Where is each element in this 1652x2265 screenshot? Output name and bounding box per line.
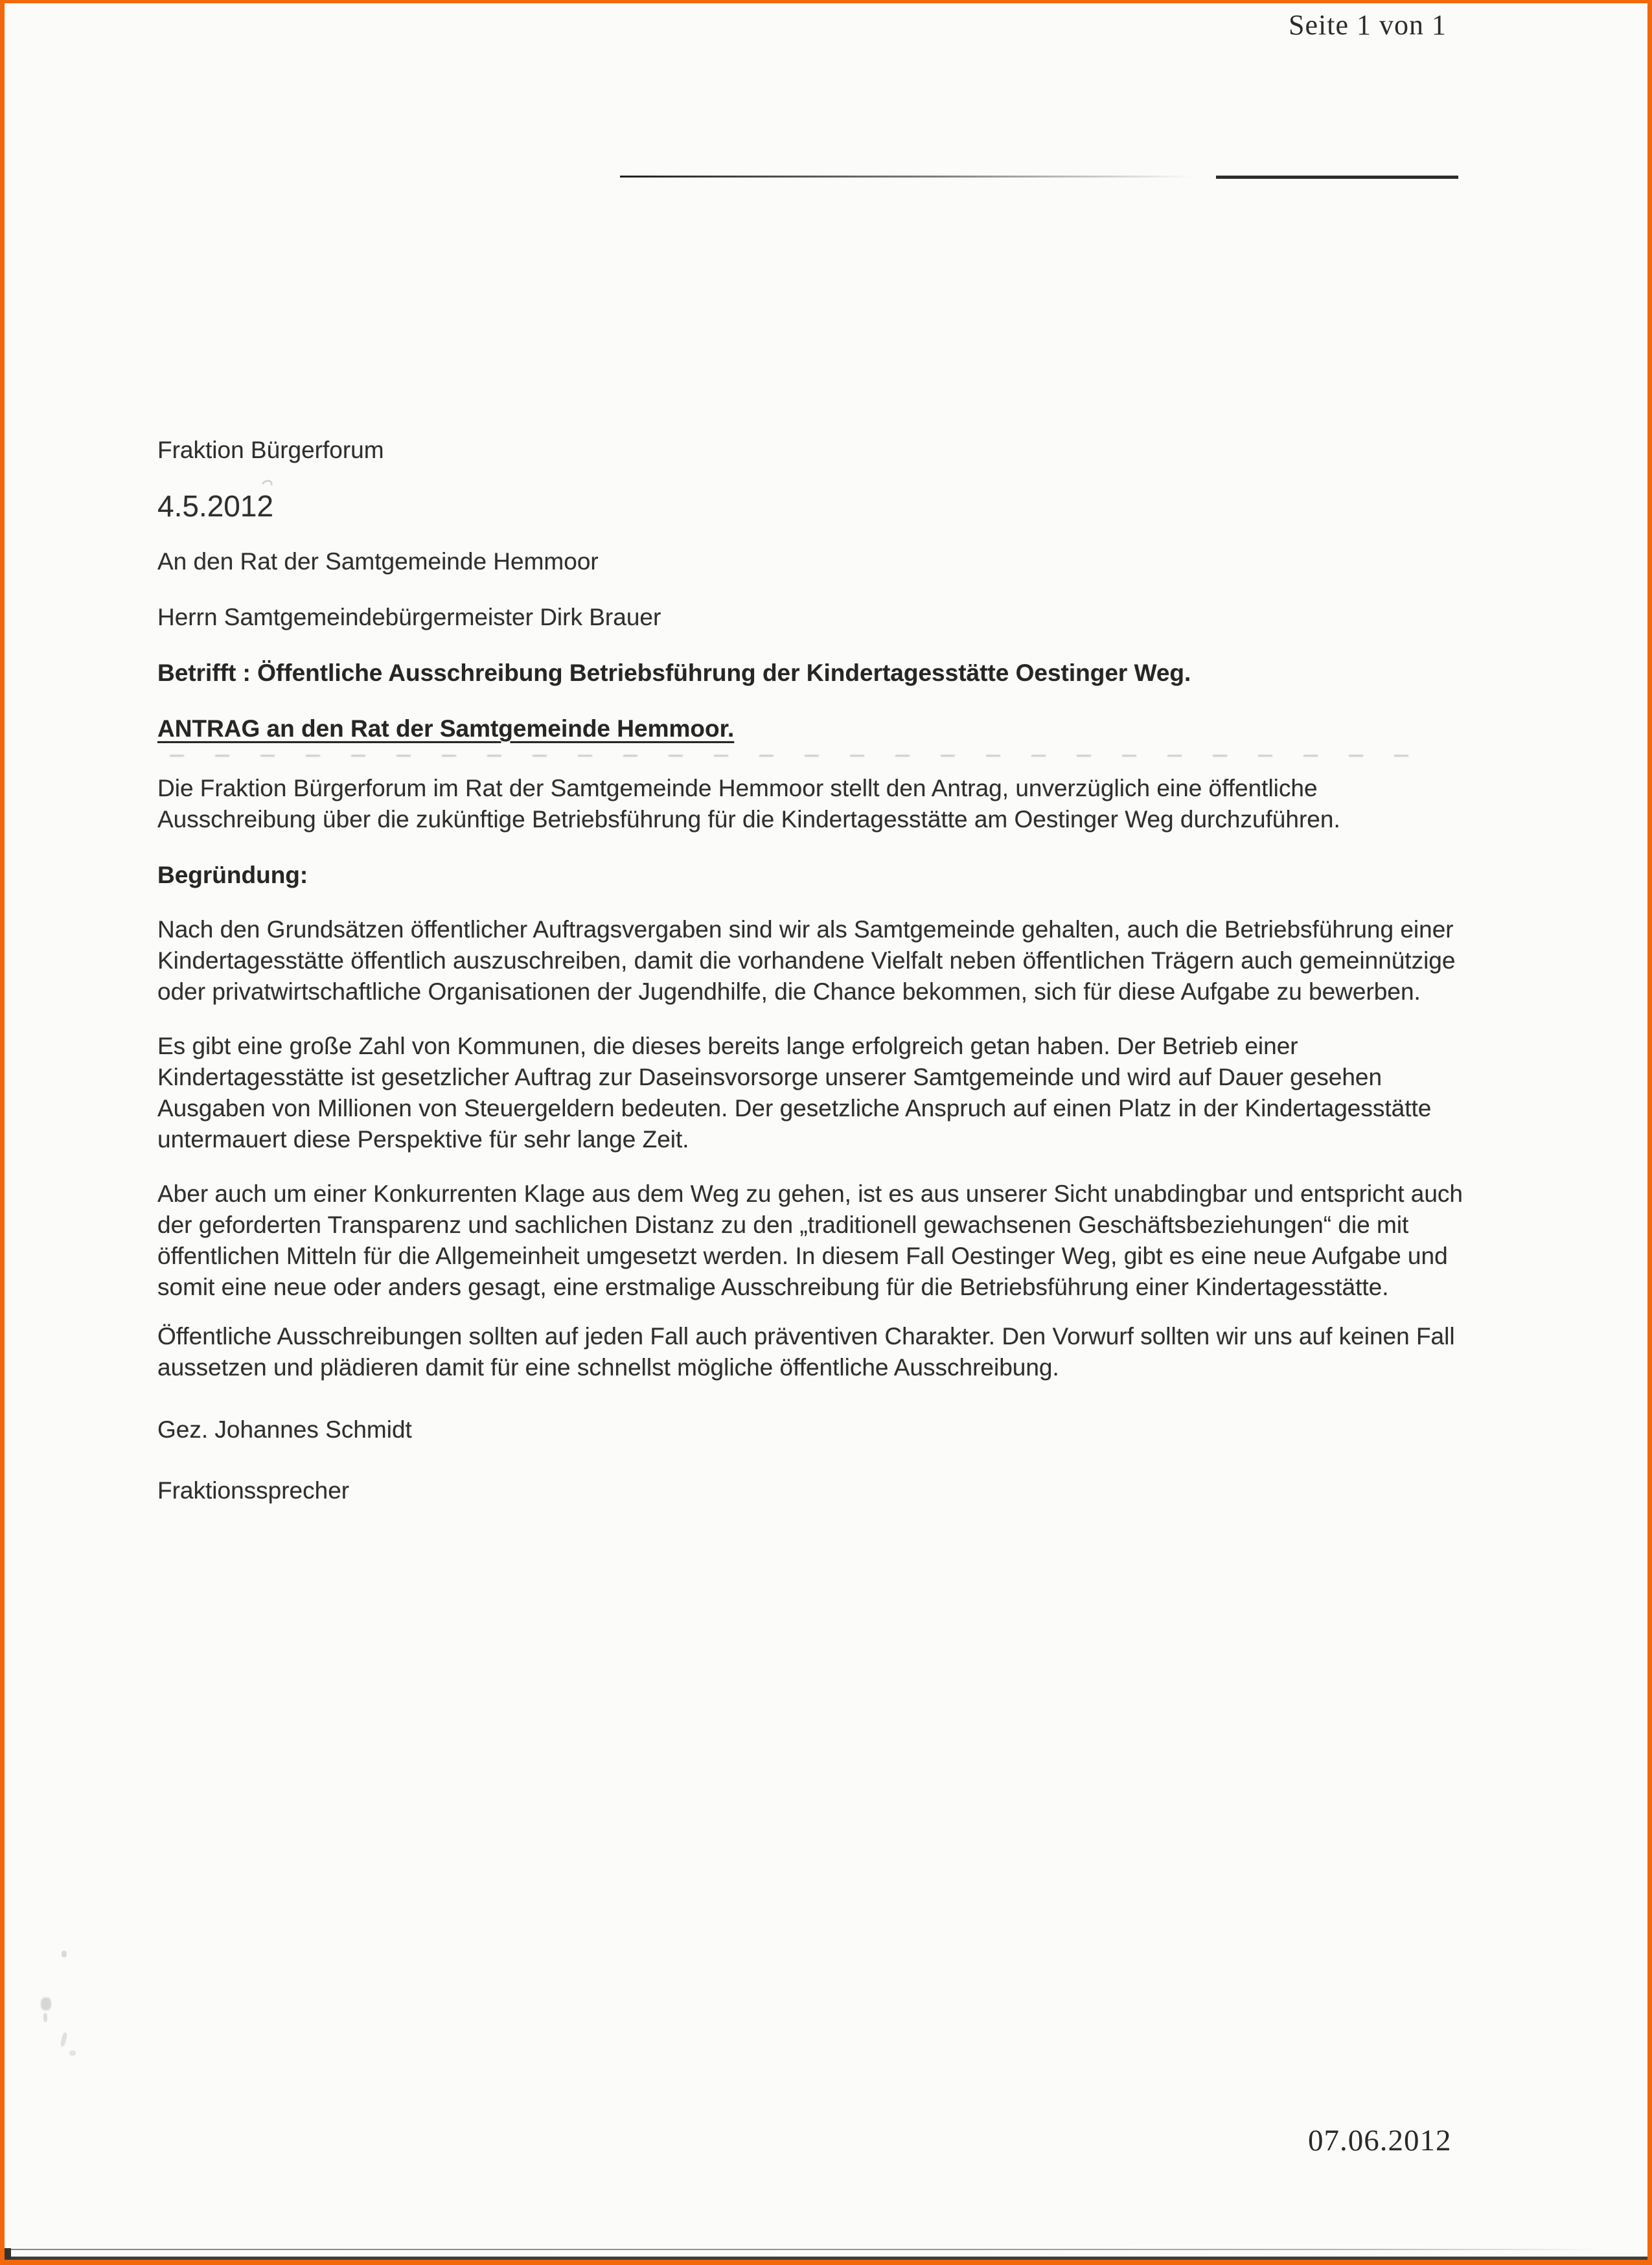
scan-artifact-speck [62,1951,67,1957]
print-header-rule-left [620,176,1193,178]
signature-role: Fraktionssprecher [157,1477,350,1504]
reasoning-paragraph-2: Es gibt eine große Zahl von Kommunen, die dieses bereits lange erfolgreich getan haben. Der Betrieb einer Kindertagesstätte ist gesetzlicher Auftrag zur Daseinsvorsorge unserer Samtgemeinde und wird auf Dauer gesehen Ausgaben von Millionen von Steuergeldern bedeuten. Der gesetzliche Anspruch auf einen Platz in der Kindertagesstätte untermauert diese Perspektive für sehr lange Zeit. [157,1033,1432,1153]
scanned-page [5,3,1647,2260]
scan-artifact-speck [41,1997,51,2010]
scan-edge-dark-strip [5,2257,1647,2260]
footer-date: 07.06.2012 [1308,2124,1452,2157]
reasoning-heading: Begründung: [157,862,308,888]
scan-edge-hairline [7,2249,1605,2250]
subject-line: Betrifft : Öffentliche Ausschreibung Betriebsführung der Kindertagesstätte Oestinger Weg. [157,660,1191,686]
letter-body [157,435,1473,1531]
reasoning-paragraph-3: Aber auch um einer Konkurrenten Klage aus dem Weg zu gehen, ist es aus unserer Sicht unabdingbar und entspricht auch der geforderten Transparenz und sachlichen Distanz zu den „traditionell gewachsenen Geschäftsbeziehungen“ die mit öffentlichen Mitteln für die Allgemeinheit umgesetzt werden. In diesem Fall Oestinger Weg, gibt es eine neue Aufgabe und somit eine neue oder anders gesagt, eine erstmalige Ausschreibung für die Betriebsführung einer Kindertagesstätte. [157,1180,1463,1300]
signature-line: Gez. Johannes Schmidt [157,1416,412,1443]
reasoning-paragraph-1: Nach den Grundsätzen öffentlicher Auftragsvergaben sind wir als Samtgemeinde gehalten, auch die Betriebsführung einer Kindertagesstätte öffentlich auszuschreiben, damit die vorhandene Vielfalt neben öffentlichen Trägern auch gemeinnützige oder privatwirtschaftliche Organisationen der Jugendhilfe, die Chance bekommen, sich für diese Aufgabe zu bewerben. [157,916,1456,1005]
scan-artifact-speck [60,2032,67,2047]
scan-artifact-speck [43,2013,47,2022]
letter-sender: Fraktion Bürgerforum [157,437,384,463]
print-header-rule-right [1216,176,1458,179]
scan-artifact-smudge-row [170,755,1433,757]
reasoning-paragraph-4: Öffentliche Ausschreibungen sollten auf jeden Fall auch präventiven Charakter. Den Vorwurf sollten wir uns auf keinen Fall aussetzen und plädieren damit für eine schnellst mögliche öffentliche Ausschreibung. [157,1323,1455,1381]
page-number-label: Seite 1 von 1 [1289,9,1447,41]
motion-heading: ANTRAG an den Rat der Samtgemeinde Hemmoor. [157,715,735,742]
scan-artifact-speck [69,2051,76,2056]
motion-paragraph: Die Fraktion Bürgerforum im Rat der Samtgemeinde Hemmoor stellt den Antrag, unverzüglich eine öffentliche Ausschreibung über die zukünftige Betriebsführung für die Kindertagesstätte am Oestinger Weg durchzuführen. [157,775,1340,833]
recipient-line-1: An den Rat der Samtgemeinde Hemmoor [157,548,599,575]
scan-corner-mark [5,2248,11,2259]
recipient-line-2: Herrn Samtgemeindebürgermeister Dirk Brauer [157,604,661,630]
letter-date: 4.5.2012 [157,489,274,523]
